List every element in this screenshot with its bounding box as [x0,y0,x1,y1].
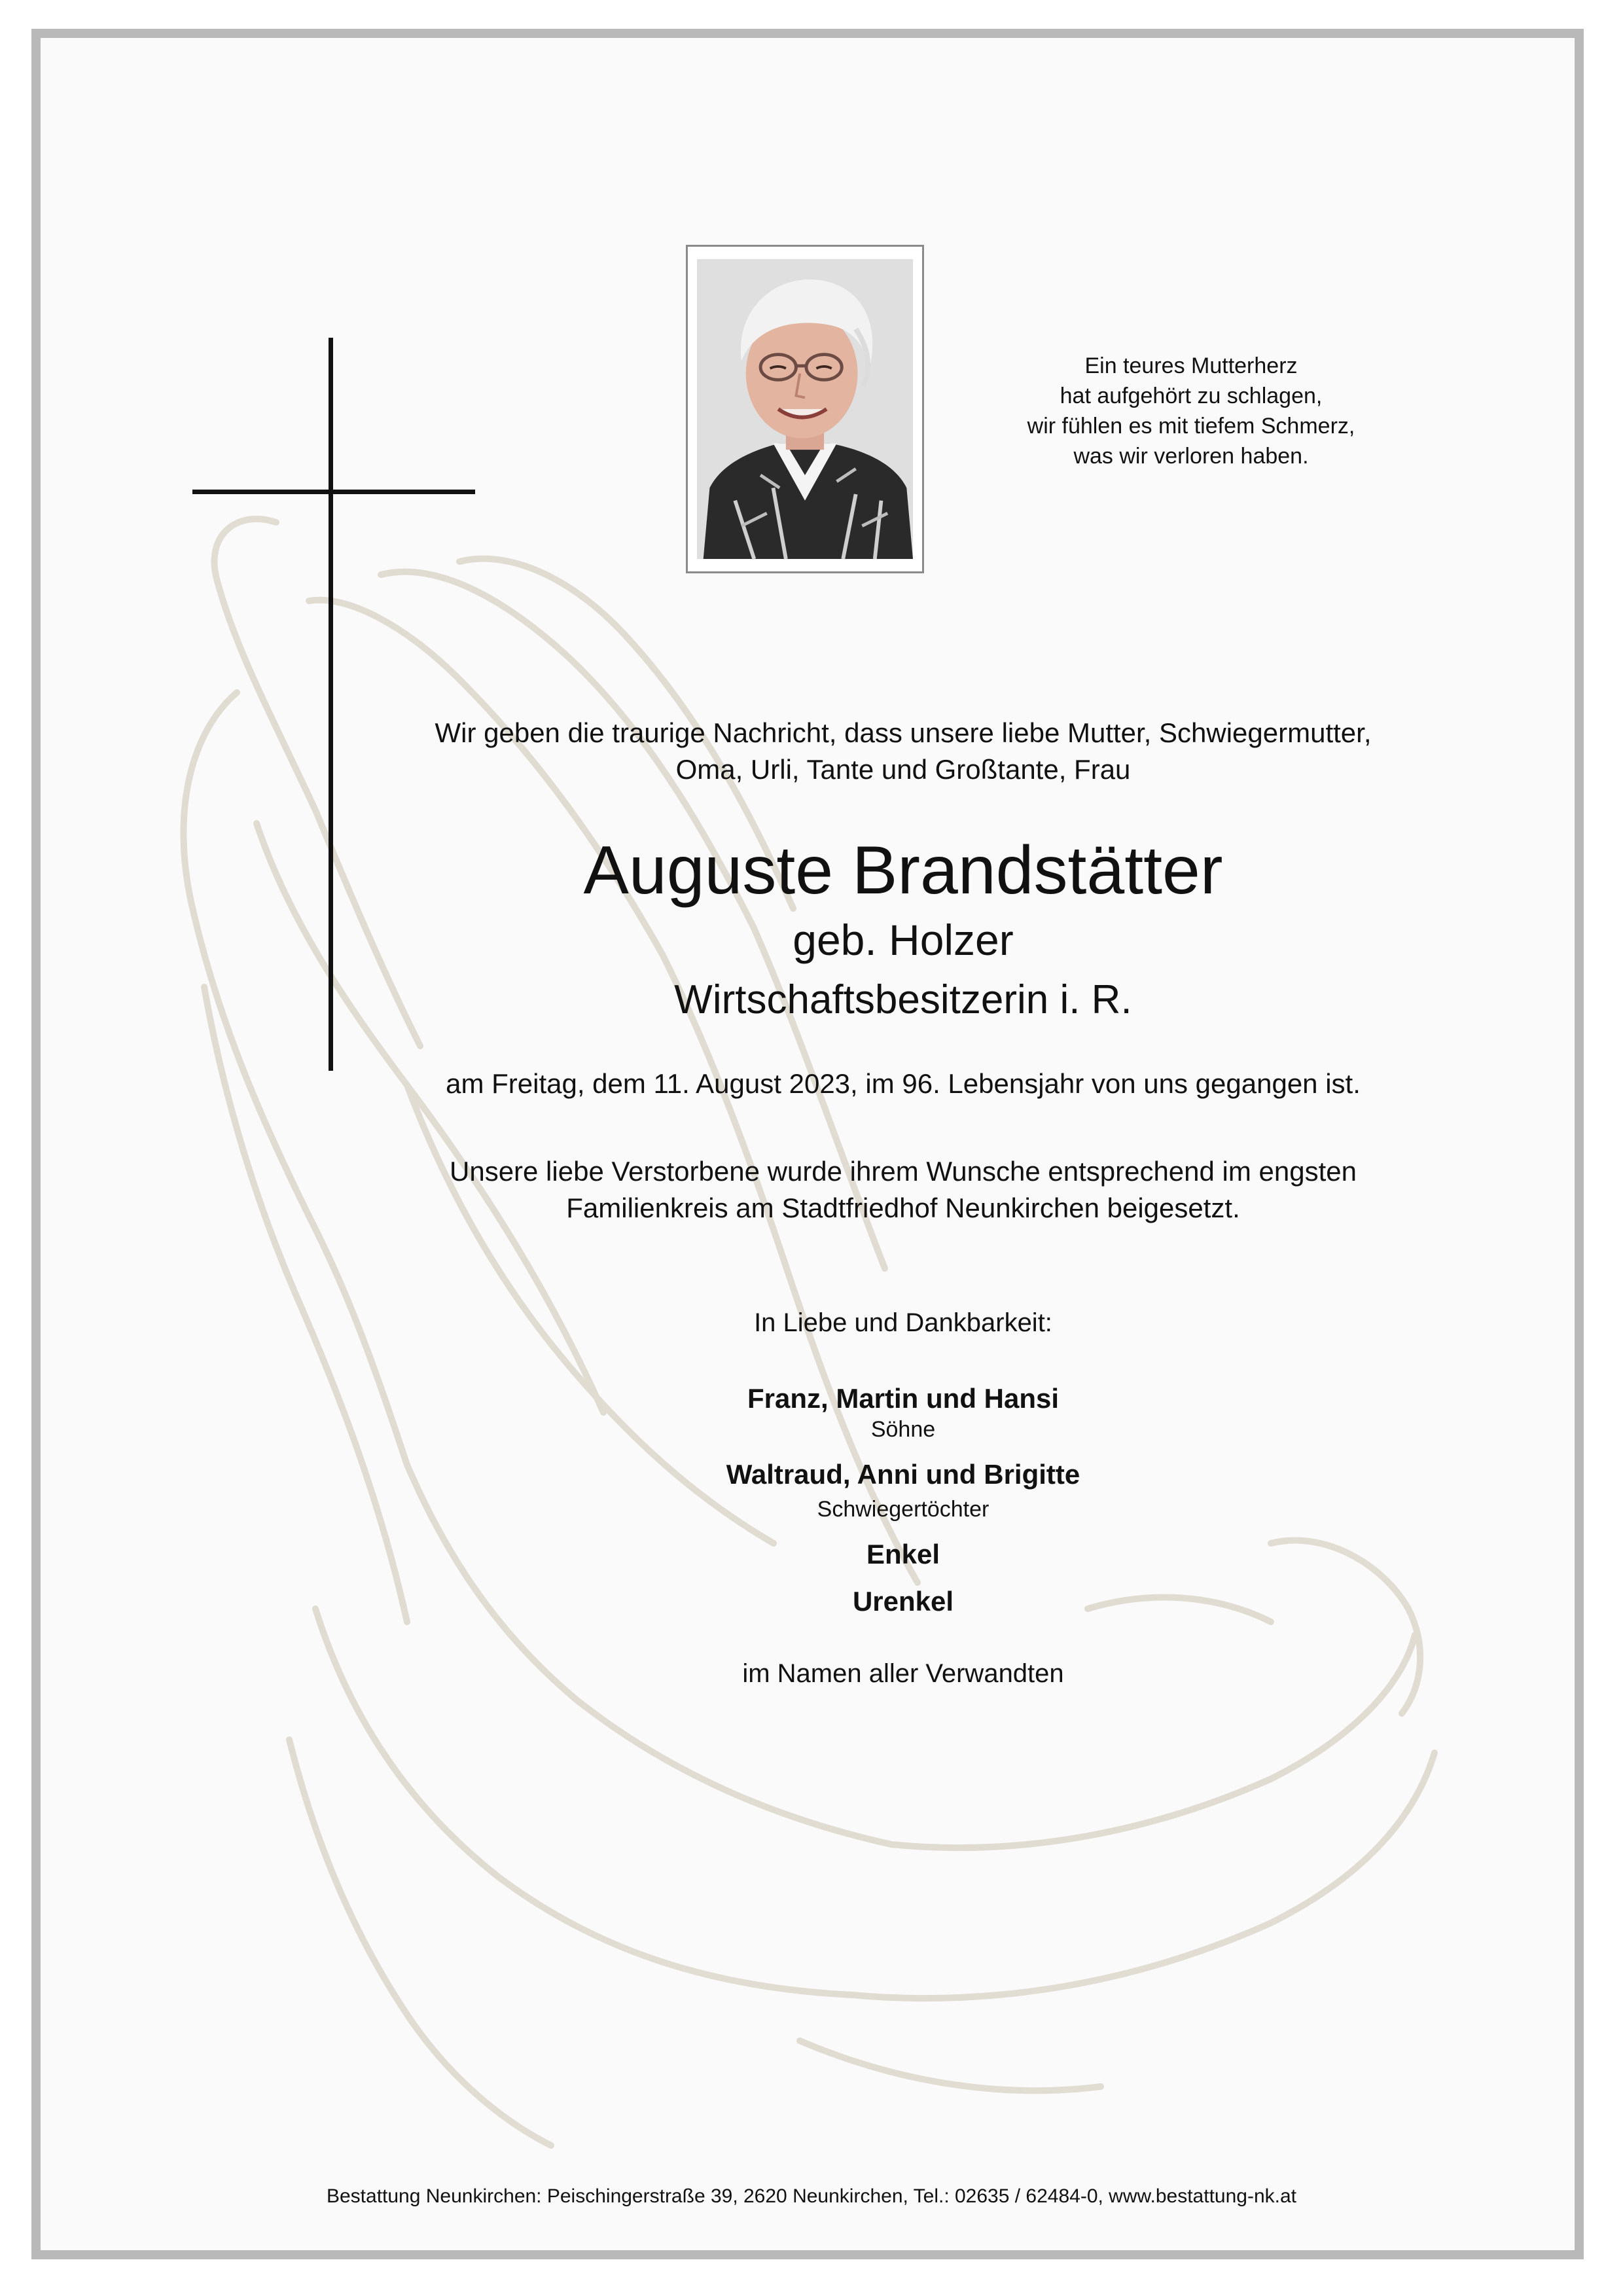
deceased-title: Wirtschaftsbesitzerin i. R. [674,977,1132,1022]
deceased-name: Auguste Brandstätter [583,833,1223,908]
maiden-name: geb. Holzer [793,916,1014,964]
mourner-relation-sons: Söhne [870,1417,936,1442]
cross-icon [329,338,333,1071]
death-notice: am Freitag, dem 11. August 2023, im 96. Lebensjahr von uns gegangen ist. [446,1068,1361,1099]
intro-line-1: Wir geben die traurige Nachricht, dass unsere liebe Mutter, Schwiegermutter, [435,717,1372,748]
intro-line-2: Oma, Urli, Tante und Großtante, Frau [675,754,1131,785]
mourner-names-sons: Franz, Martin und Hansi [747,1383,1060,1414]
poem-line: hat aufgehört zu schlagen, [1060,384,1323,408]
mourner-relation-daughters-in-law: Schwiegertöchter [817,1497,990,1522]
poem-line: wir fühlen es mit tiefem Schmerz, [1027,414,1355,439]
burial-notice [340,1153,1466,1227]
mourner-grandchildren: Enkel [866,1539,940,1570]
memorial-poem [995,351,1387,471]
closing-line: im Namen aller Verwandten [742,1659,1064,1688]
cross-crossbar [192,490,475,494]
announcement-intro [340,715,1466,788]
funeral-home-footer: Bestattung Neunkirchen: Peischingerstraße 39, 2620 Neunkirchen, Tel.: 02635 / 62484-0, www.bestattung-nk.at [326,2185,1296,2207]
burial-line-2: Familienkreis am Stadtfriedhof Neunkirchen beigesetzt. [566,1193,1240,1223]
thanks-line: In Liebe und Dankbarkeit: [754,1308,1052,1337]
mourner-names-daughters-in-law: Waltraud, Anni und Brigitte [726,1459,1080,1490]
poem-line: Ein teures Mutterherz [1084,353,1298,378]
burial-line-1: Unsere liebe Verstorbene wurde ihrem Wunsche entsprechend im engsten [450,1156,1357,1187]
mourner-great-grandchildren: Urenkel [852,1586,954,1617]
portrait-image [697,256,913,562]
poem-line: was wir verloren haben. [1073,444,1309,469]
portrait-photo [686,245,924,573]
